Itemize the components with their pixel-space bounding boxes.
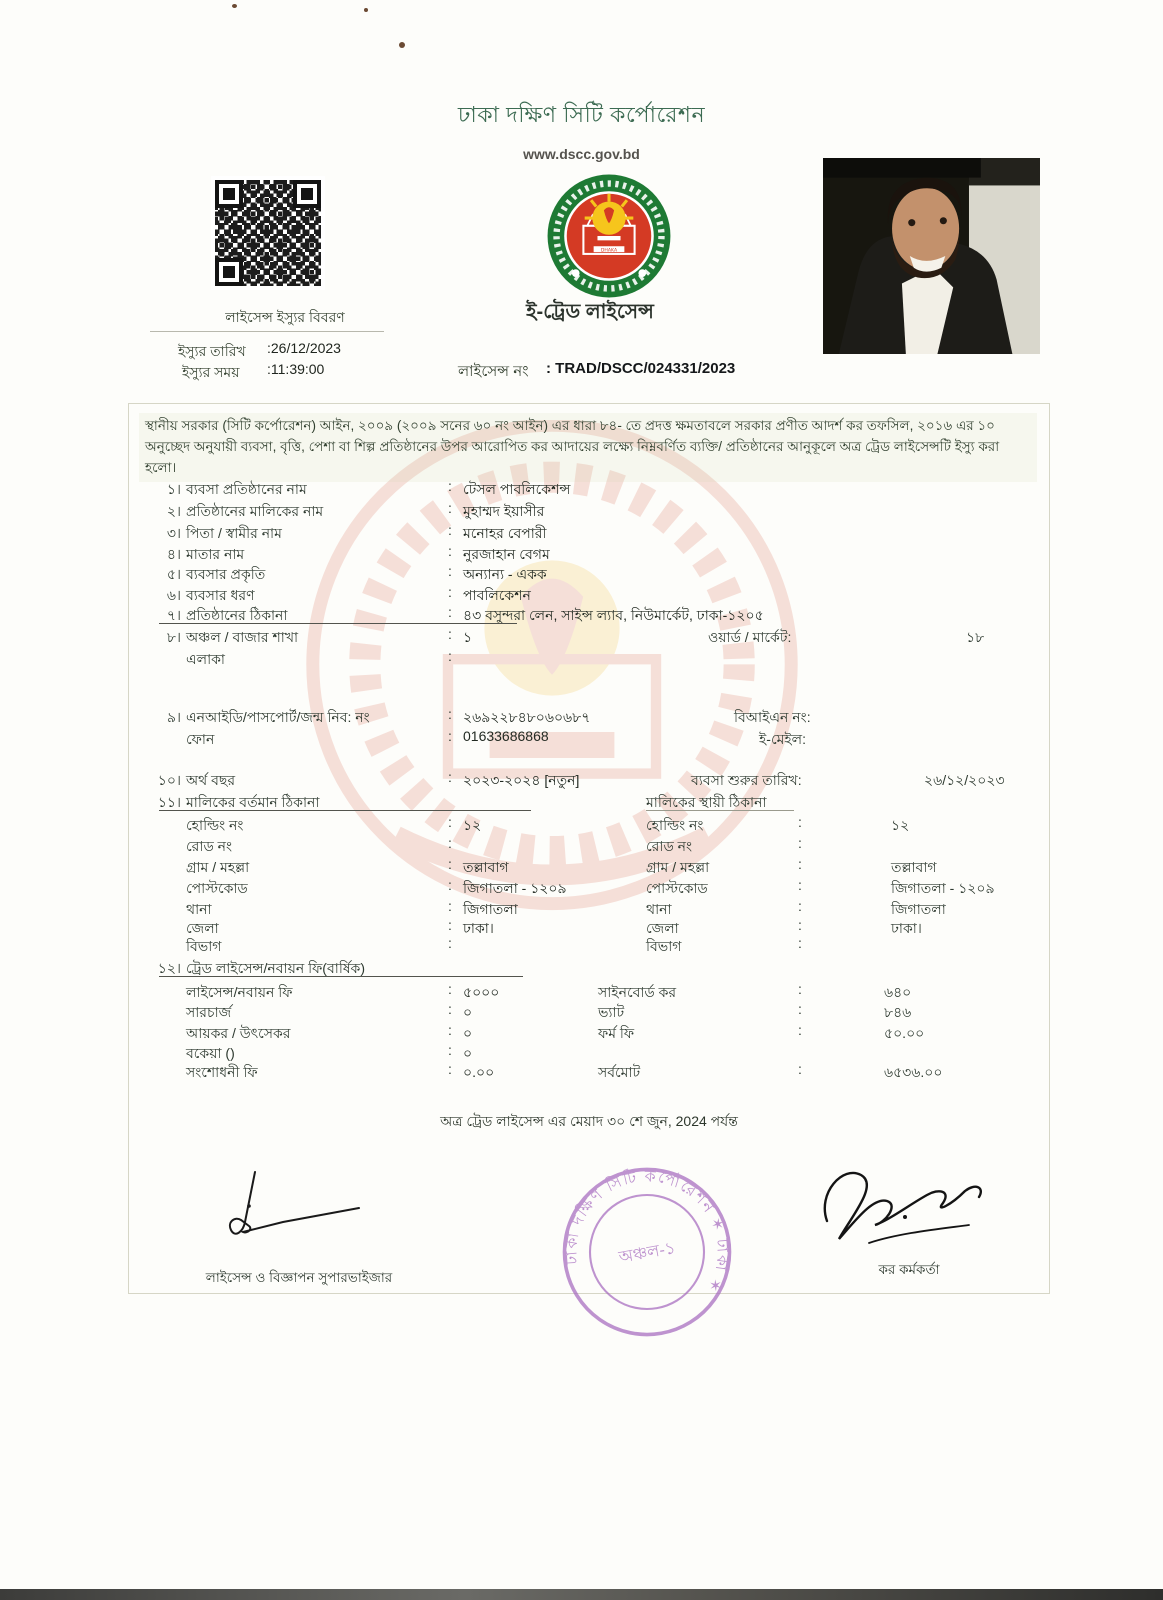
fees-heading: ট্রেড লাইসেন্স/নবায়ন ফি(বার্ষিক) — [186, 960, 365, 976]
svg-text:DHAKA: DHAKA — [600, 248, 618, 254]
fee-value2: ৬৪০ — [884, 984, 912, 1000]
addr-label: গ্রাম / মহল্লা — [186, 859, 250, 875]
tax-officer-signature — [809, 1159, 1009, 1259]
scan-edge — [0, 1589, 1163, 1600]
validity-text: অত্র ট্রেড লাইসেন্স এর মেয়াদ ৩০ শে জুন, 2024 পর্যন্ত — [440, 1113, 738, 1129]
fee-row — [129, 1061, 1049, 1081]
website-text: www.dscc.gov.bd — [523, 146, 640, 162]
addr-label: রোড নং — [186, 838, 233, 854]
business-start-value: ২৬/১২/২০২৩ — [924, 772, 1005, 788]
addr-label: রোড নং — [646, 838, 693, 854]
fee-value: ০ — [463, 1025, 473, 1041]
qr-finder-icon — [215, 180, 243, 208]
fee-label2: ভ্যাট — [598, 1004, 625, 1020]
field-value: ১ — [463, 629, 473, 645]
license-title: ই-ট্রেড লাইসেন্স — [526, 301, 654, 323]
field-row — [129, 522, 1049, 542]
fee-label: আয়কর / উৎসেকর — [186, 1025, 291, 1041]
field-no: ৩। — [166, 525, 181, 541]
colon: : — [448, 728, 452, 744]
area-label: এলাকা — [186, 651, 225, 667]
owner-photo — [823, 158, 1040, 354]
field-row — [129, 648, 1049, 668]
colon: : — [798, 814, 802, 830]
colon: : — [448, 814, 452, 830]
qr-finder-icon — [293, 180, 321, 208]
field-label: প্রতিষ্ঠানের মালিকের নাম — [186, 503, 324, 519]
field-no: ১। — [166, 481, 181, 497]
addr-label: বিভাগ — [186, 938, 222, 954]
colon: : — [448, 648, 452, 664]
colon: : — [448, 522, 452, 538]
stamp-rim-text: ঢাকা দক্ষিণ সিটি কর্পোরেশন ✶ ঢাকা ✶ — [563, 1168, 731, 1296]
field-label: মাতার নাম — [186, 546, 245, 562]
field-row — [129, 706, 1049, 726]
field-value: মনোহর বেপারী — [463, 525, 547, 541]
addr-permanent: তল্লাবাগ — [891, 859, 937, 875]
colon: : — [448, 917, 452, 933]
address-row — [129, 935, 1049, 955]
colon: : — [798, 917, 802, 933]
colon: : — [798, 898, 802, 914]
colon: : — [448, 584, 452, 600]
addr-present: ১২ — [463, 817, 482, 833]
fee-label: সংশোধনী ফি — [186, 1064, 258, 1080]
fee-label: বকেয়া () — [186, 1045, 235, 1061]
address-row — [129, 917, 1049, 937]
fee-label2: সাইনবোর্ড কর — [598, 984, 677, 1000]
field-no: ৯। — [166, 709, 181, 725]
phone-value: 01633686868 — [463, 728, 549, 744]
addr-permanent: জিগাতলা - ১২০৯ — [891, 880, 995, 896]
fee-row — [129, 981, 1049, 1001]
colon: : — [448, 935, 452, 951]
addr-permanent: জিগাতলা — [891, 901, 946, 917]
colon: : — [798, 1061, 802, 1077]
field-no: ১১। — [157, 794, 181, 810]
qr-finder-icon — [215, 258, 243, 286]
dscc-logo-icon — [545, 172, 673, 300]
supervisor-signature — [209, 1166, 374, 1256]
colon: : — [448, 1061, 452, 1077]
colon: : — [448, 1001, 452, 1017]
field-no: ৪। — [166, 546, 181, 562]
address-row — [129, 856, 1049, 876]
issue-time-label: ইস্যুর সময় — [182, 364, 240, 380]
field-row — [129, 769, 1049, 789]
colon: : — [798, 1022, 802, 1038]
field-row — [129, 791, 1049, 811]
colon: : — [798, 856, 802, 872]
field-no: ৬। — [166, 587, 181, 603]
field-no: ৮। — [166, 629, 181, 645]
addr-permanent: ঢাকা। — [891, 920, 922, 936]
addr-present: জিগাতলা - ১২০৯ — [463, 880, 567, 896]
field-no: ৫। — [166, 566, 181, 582]
addr-label: পোস্টকোড — [186, 880, 248, 896]
fee-row — [129, 1022, 1049, 1042]
divider — [159, 810, 531, 811]
addr-label: থানা — [646, 901, 672, 917]
field-value: মুহাম্মদ ইয়াসীর — [463, 503, 545, 519]
colon: : — [448, 604, 452, 620]
field-value: পাবলিকেশন — [463, 587, 531, 603]
fee-value2: ৫০.০০ — [884, 1025, 925, 1041]
issue-date-label: ইস্যুর তারিখ — [178, 343, 246, 359]
addr-present: তল্লাবাগ — [463, 859, 509, 875]
present-address-heading: মালিকের বর্তমান ঠিকানা — [186, 794, 320, 810]
fee-value: ৫০০০ — [463, 984, 500, 1000]
addr-label: পোস্টকোড — [646, 880, 708, 896]
colon: : — [798, 981, 802, 997]
ward-label: ওয়ার্ড / মার্কেট: — [708, 629, 792, 645]
addr-label: হোল্ডিং নং — [646, 817, 704, 833]
field-no: ২। — [166, 503, 181, 519]
issue-time-value: :11:39:00 — [267, 361, 325, 377]
field-row — [129, 563, 1049, 583]
scan-speck — [232, 4, 237, 8]
phone-label: ফোন — [186, 731, 215, 747]
divider — [159, 976, 523, 977]
field-no: ১২। — [157, 960, 181, 976]
license-no-value: : TRAD/DSCC/024331/2023 — [546, 360, 736, 377]
nid-value: ২৬৯২২৮৪৮০৬০৬৮৭ — [463, 709, 591, 725]
addr-permanent: ১২ — [891, 817, 910, 833]
address-row — [129, 898, 1049, 918]
fiscal-label: অর্থ বছর — [186, 772, 236, 788]
colon: : — [798, 1001, 802, 1017]
field-row — [129, 728, 1049, 748]
field-row — [129, 500, 1049, 520]
fee-value: ০ — [463, 1004, 473, 1020]
field-label: পিতা / স্বামীর নাম — [186, 525, 282, 541]
license-no-label: লাইসেন্স নং — [458, 363, 529, 380]
issue-date-value: :26/12/2023 — [267, 340, 341, 356]
intro-paragraph: স্থানীয় সরকার (সিটি কর্পোরেশন) আইন, ২০০৯ (২০০৯ সনের ৬০ নং আইন) এর ধারা ৮৪- তে প্রদত্ত ক্ষমতাবলে সরকার প্রণীত আদর্শ কর তফসিল, ২০১৬ এর ১০ অনুচ্ছেদ অনুযায়ী ব্যবসা, বৃত্তি, পেশা বা শিল্প প্রতিষ্ঠানের উপর আরোপিত কর আদায়ের লক্ষ্যে নিম্নবর্ণিত ব্যক্তি/ প্রতিষ্ঠানের আনুকূলে অত্র ট্রেড লাইসেন্সটি ইস্যু করা হলো। — [139, 413, 1037, 482]
field-row — [129, 478, 1049, 498]
field-no: ৭। — [166, 607, 181, 623]
field-no: ১০। — [157, 772, 181, 788]
colon: : — [798, 877, 802, 893]
addr-label: বিভাগ — [646, 938, 682, 954]
field-label: ব্যবসা প্রতিষ্ঠানের নাম — [186, 481, 307, 497]
divider — [150, 331, 384, 332]
address-row — [129, 835, 1049, 855]
colon: : — [448, 563, 452, 579]
ward-value: ১৮ — [966, 629, 985, 645]
addr-label: হোল্ডিং নং — [186, 817, 244, 833]
fee-value: ০ — [463, 1045, 473, 1061]
field-row — [129, 543, 1049, 563]
colon: : — [448, 706, 452, 722]
fee-row — [129, 1042, 1049, 1062]
divider — [646, 810, 794, 811]
official-stamp — [543, 1148, 752, 1357]
field-value: অন্যান্য - একক — [463, 566, 547, 582]
colon: : — [448, 898, 452, 914]
field-value: নুরজাহান বেগম — [463, 546, 550, 562]
fee-value: ০.০০ — [463, 1064, 495, 1080]
fee-label2: ফর্ম ফি — [598, 1025, 635, 1041]
addr-label: থানা — [186, 901, 212, 917]
qr-code — [215, 180, 321, 286]
field-label: প্রতিষ্ঠানের ঠিকানা — [186, 607, 288, 623]
colon: : — [448, 769, 452, 785]
field-row — [129, 626, 1049, 646]
colon: : — [798, 935, 802, 951]
field-label: অঞ্চল / বাজার শাখা — [186, 629, 299, 645]
addr-present: জিগাতলা — [463, 901, 518, 917]
fee-label: সারচার্জ — [186, 1004, 232, 1020]
bin-label: বিআইএন নং: — [734, 709, 811, 725]
addr-label: গ্রাম / মহল্লা — [646, 859, 710, 875]
fee-value2: ৮৪৬ — [884, 1004, 912, 1020]
addr-present: ঢাকা। — [463, 920, 494, 936]
addr-label: জেলা — [186, 920, 219, 936]
nid-label: এনআইডি/পাসপোর্ট/জন্ম নিব: নং — [186, 709, 370, 725]
supervisor-signature-label: লাইসেন্স ও বিজ্ঞাপন সুপারভাইজার — [205, 1270, 393, 1285]
addr-label: জেলা — [646, 920, 679, 936]
scan-speck — [364, 8, 368, 12]
fee-label2: সর্বমোট — [598, 1064, 641, 1080]
tax-officer-signature-label: কর কর্মকর্তা — [878, 1262, 940, 1277]
colon: : — [448, 877, 452, 893]
fee-value2: ৬৫৩৬.০০ — [884, 1064, 943, 1080]
address-row — [129, 814, 1049, 834]
colon: : — [448, 856, 452, 872]
colon: : — [448, 543, 452, 559]
field-value: টেসল পাবলিকেশন্স — [463, 481, 571, 497]
field-row — [129, 957, 1049, 977]
scan-speck — [399, 42, 405, 48]
field-value: ৪৩ বসুন্দরা লেন, সাইন্স ল্যাব, নিউমার্কেট, ঢাকা-১২০৫ — [463, 607, 764, 623]
issue-details-heading: লাইসেন্স ইস্যুর বিবরণ — [225, 309, 345, 325]
colon: : — [448, 626, 452, 642]
colon: : — [448, 500, 452, 516]
fee-row — [129, 1001, 1049, 1021]
field-label: ব্যবসার প্রকৃতি — [186, 566, 266, 582]
colon: : — [448, 478, 452, 494]
business-start-label: ব্যবসা শুরুর তারিখ: — [691, 772, 802, 788]
permanent-address-heading: মালিকের স্থায়ী ঠিকানা — [646, 794, 767, 810]
email-label: ই-মেইল: — [759, 731, 807, 747]
colon: : — [448, 835, 452, 851]
address-row — [129, 877, 1049, 897]
divider — [159, 623, 517, 624]
stamp-center-text: অঞ্চল-১ — [617, 1239, 677, 1267]
fiscal-value: ২০২৩-২০২৪ [নতুন] — [463, 772, 580, 788]
colon: : — [448, 1022, 452, 1038]
license-form — [128, 403, 1050, 1294]
colon: : — [448, 981, 452, 997]
colon: : — [448, 1042, 452, 1058]
field-row — [129, 604, 1049, 624]
colon: : — [798, 835, 802, 851]
fee-label: লাইসেন্স/নবায়ন ফি — [186, 984, 293, 1000]
field-row — [129, 584, 1049, 604]
field-label: ব্যবসার ধরণ — [186, 587, 255, 603]
page-title: ঢাকা দক্ষিণ সিটি কর্পোরেশন — [457, 102, 706, 127]
